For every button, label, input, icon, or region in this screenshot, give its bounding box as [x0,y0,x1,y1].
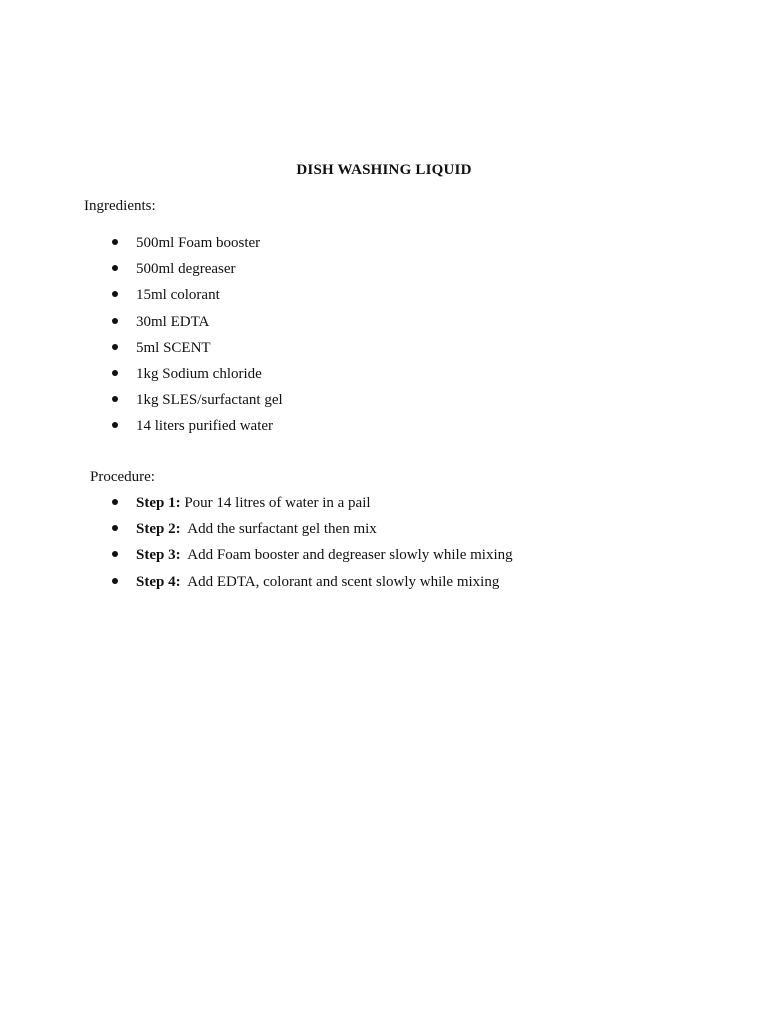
step-label: Step 1: [136,495,181,511]
bullet-icon [112,344,118,350]
ingredient-item [112,416,283,442]
bullet-icon [112,499,118,505]
ingredients-list [112,233,283,443]
procedure-step [112,545,513,571]
ingredient-item [112,364,283,390]
ingredient-text: 15ml colorant [136,287,220,304]
bullet-icon [112,396,118,402]
step-text: Add Foam booster and degreaser slowly while mixing [180,547,513,564]
procedure-step [112,572,513,598]
procedure-steps-list [112,493,513,598]
ingredient-text: 1kg SLES/surfactant gel [136,392,283,409]
ingredient-text: 5ml SCENT [136,339,211,356]
bullet-icon [112,291,118,297]
bullet-icon [112,578,118,584]
bullet-icon [112,239,118,245]
step-label: Step 3: [136,547,181,564]
ingredients-heading: Ingredients: [84,198,156,214]
bullet-icon [112,370,118,376]
ingredient-text: 500ml Foam booster [136,235,261,251]
step-text: Add EDTA, colorant and scent slowly while mixing [180,573,500,590]
step-label: Step 4: [136,573,181,590]
ingredient-item [112,259,283,285]
ingredient-text: 500ml degreaser [136,261,236,278]
bullet-icon [112,551,118,557]
ingredient-item [112,338,283,364]
document-title: DISH WASHING LIQUID [296,162,472,178]
step-text: Add the surfactant gel then mix [180,521,377,538]
procedure-heading: Procedure: [90,469,155,485]
bullet-icon [112,525,118,531]
bullet-icon [112,265,118,271]
ingredient-item [112,233,283,259]
ingredient-text: 30ml EDTA [136,313,210,330]
step-text: Pour 14 litres of water in a pail [180,495,371,511]
ingredient-text: 14 liters purified water [136,418,274,435]
procedure-step [112,519,513,545]
ingredient-item [112,312,283,338]
step-label: Step 2: [136,521,181,538]
bullet-icon [112,318,118,324]
ingredient-text: 1kg Sodium chloride [136,365,262,382]
ingredient-item [112,285,283,311]
procedure-step [112,493,513,519]
ingredient-item [112,390,283,416]
bullet-icon [112,422,118,428]
